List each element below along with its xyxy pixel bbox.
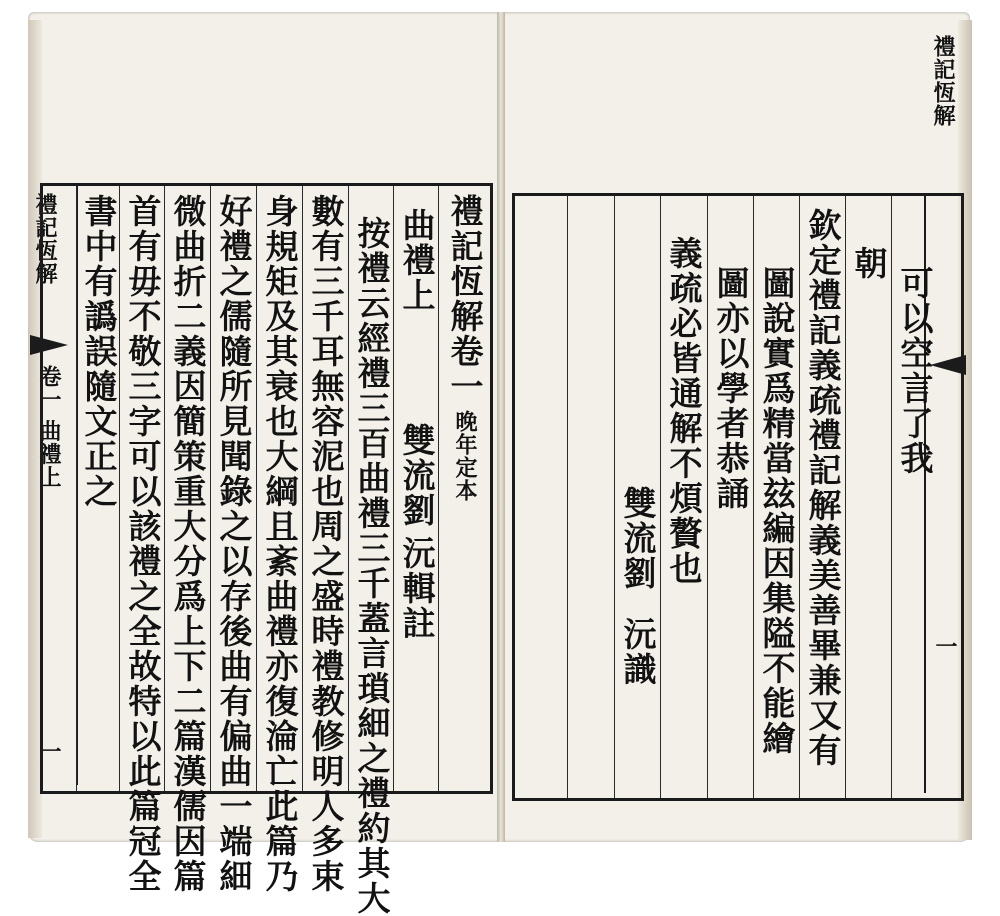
left-margin-title: 禮記恆解 <box>32 193 58 285</box>
text-column <box>304 186 348 894</box>
right-margin-page-number: 一 <box>932 635 958 658</box>
column-text: 義疏必皆通解不煩贅也 <box>664 236 704 586</box>
book-gutter <box>497 12 505 842</box>
column-text: 首有毋不敬三字可以該禮之全故特以此篇冠全 <box>123 194 163 894</box>
signature-column <box>616 196 660 798</box>
text-column <box>847 196 891 798</box>
column-text: 身規矩及其衰也大綱且紊曲禮亦復淪亡此篇乃 <box>260 194 300 894</box>
edition-note: 晚年定本 <box>452 410 478 502</box>
signature-suffix: 沅識 <box>618 617 658 687</box>
text-column <box>709 196 753 798</box>
compiler-name: 雙流劉 <box>397 423 437 528</box>
text-column <box>78 186 120 791</box>
column-text: 可以空言了我 <box>895 266 935 476</box>
text-column <box>755 196 799 798</box>
left-margin-chapter: 卷一 曲禮上 <box>36 365 62 489</box>
volume-title: 禮記恆解卷一 <box>445 194 485 404</box>
text-column <box>258 186 302 894</box>
text-column <box>212 186 256 894</box>
column-text: 朝 <box>849 246 889 281</box>
column-text: 數有三千耳無容泥也周之盛時禮教修明人多束 <box>306 194 346 894</box>
column-text: 好禮之儒隨所見聞錄之以存後曲有偏曲一端細 <box>214 194 254 894</box>
text-column <box>801 196 845 798</box>
signature-name: 雙流劉 <box>618 486 658 591</box>
column-text: 書中有譌誤隨文正之 <box>79 194 119 509</box>
left-heading-column <box>395 186 439 791</box>
left-title-column <box>443 186 487 791</box>
text-column <box>166 186 210 894</box>
column-text: 按禮云經禮三百曲禮三千蓋言瑣細之禮約其大 <box>352 216 392 916</box>
left-margin-page-number: 一 <box>36 740 62 763</box>
chapter-heading: 曲禮上 <box>397 208 437 313</box>
text-column <box>662 196 706 798</box>
text-column <box>893 196 937 798</box>
column-text: 欽定禮記義疏禮記解義美善畢兼又有 <box>803 208 843 768</box>
column-text: 圖說實爲精當玆編因集隘不能繪 <box>757 266 797 756</box>
text-column <box>121 186 165 894</box>
right-text-frame <box>512 193 964 801</box>
column-text: 圖亦以學者恭誦 <box>711 266 751 511</box>
column-text: 微曲折二義因簡策重大分爲上下二篇漢儒因篇 <box>168 194 208 894</box>
left-text-frame <box>36 183 493 916</box>
right-margin-title: 禮記恆解 <box>930 35 956 127</box>
text-column <box>350 186 394 916</box>
compiler-role: 沅輯註 <box>397 536 437 641</box>
